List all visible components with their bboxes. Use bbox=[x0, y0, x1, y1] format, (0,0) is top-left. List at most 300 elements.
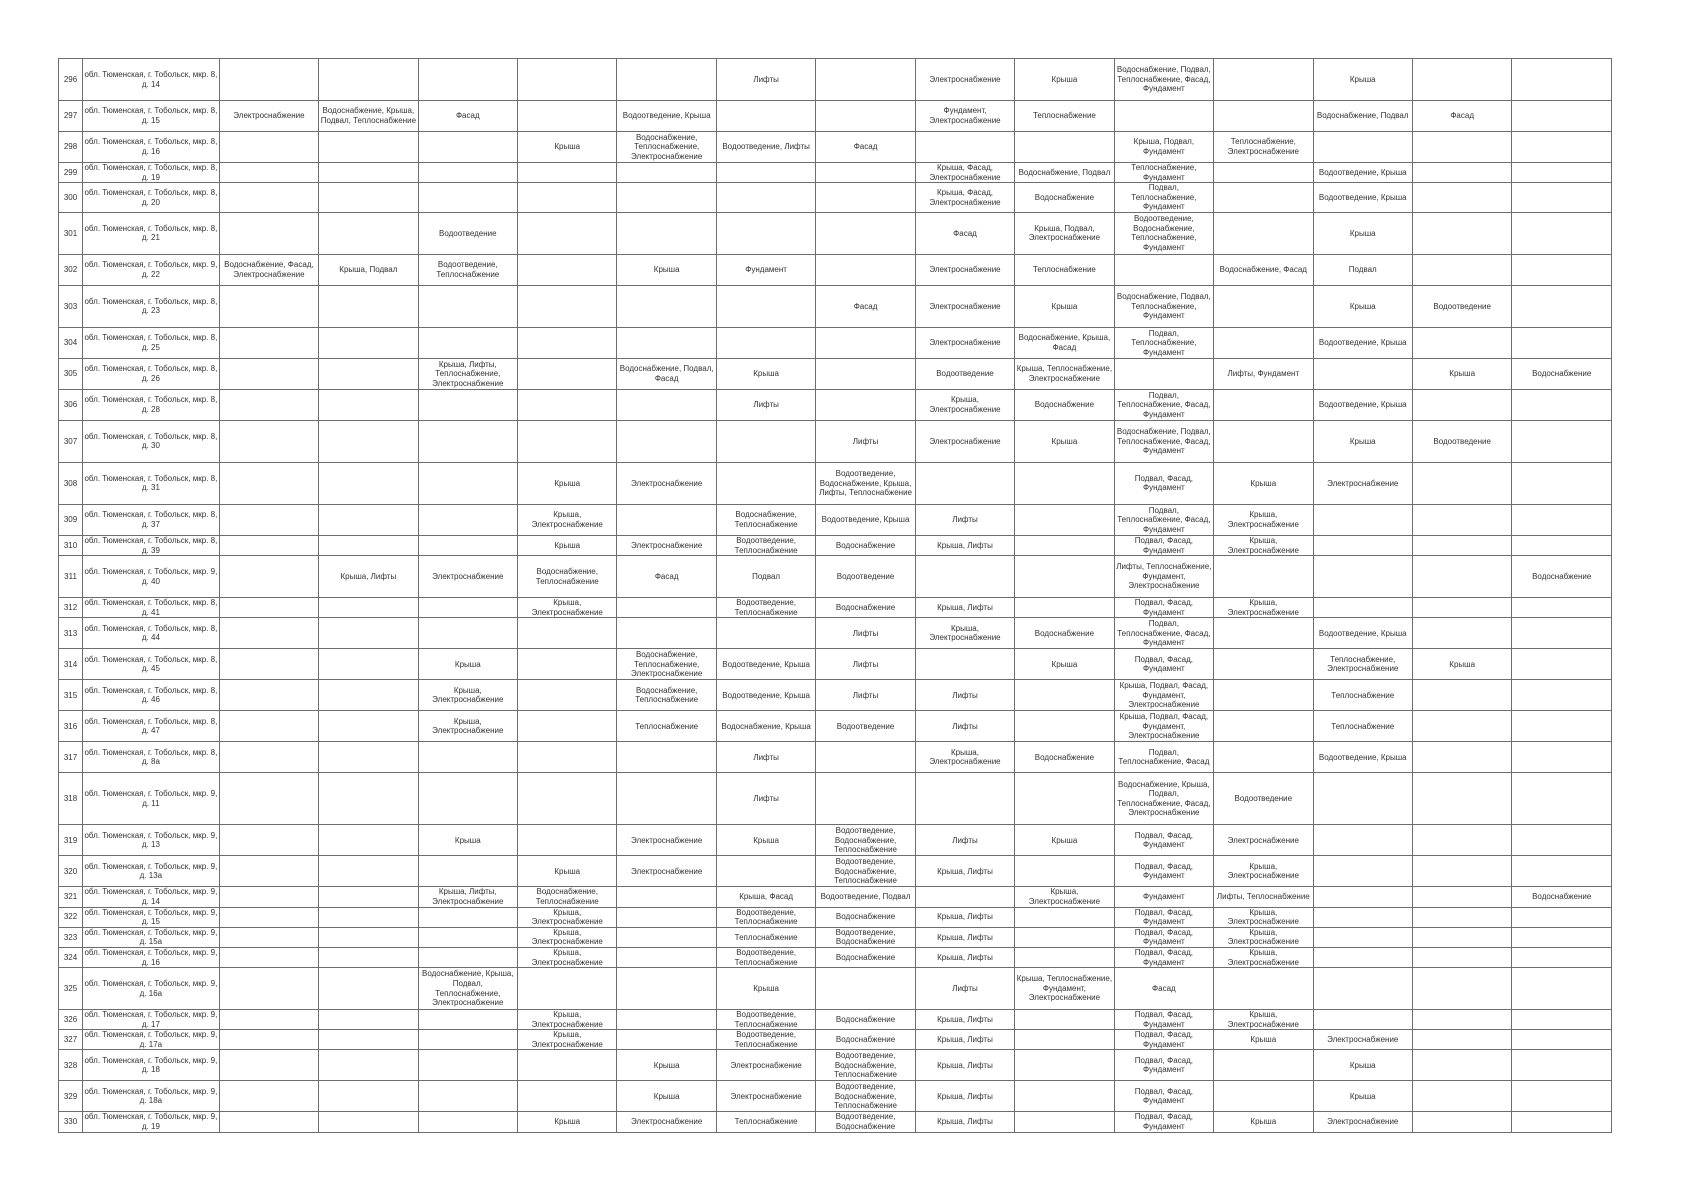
address-cell: обл. Тюменская, г. Тобольск, мкр. 8, д. 16 bbox=[83, 132, 220, 163]
work-cell bbox=[1214, 618, 1313, 649]
work-cell bbox=[518, 649, 617, 680]
row-number-cell: 300 bbox=[59, 183, 83, 213]
work-cell bbox=[1412, 1081, 1511, 1112]
work-cell: Электроснабжение bbox=[716, 1081, 815, 1112]
work-cell: Водоснабжение, Теплоснабжение bbox=[716, 504, 815, 535]
work-cell bbox=[716, 285, 815, 327]
work-cell bbox=[418, 504, 517, 535]
work-cell: Крыша bbox=[716, 968, 815, 1010]
work-cell bbox=[319, 1030, 418, 1050]
address-cell: обл. Тюменская, г. Тобольск, мкр. 9, д. 18а bbox=[83, 1081, 220, 1112]
work-cell bbox=[418, 183, 517, 213]
table-row bbox=[59, 462, 1612, 504]
work-cell bbox=[1313, 887, 1412, 907]
row-number-cell: 324 bbox=[59, 947, 83, 967]
work-cell bbox=[1512, 535, 1612, 555]
work-cell bbox=[1313, 947, 1412, 967]
work-cell bbox=[1214, 1081, 1313, 1112]
row-number-cell: 316 bbox=[59, 711, 83, 742]
work-cell bbox=[418, 773, 517, 825]
row-number-cell: 302 bbox=[59, 254, 83, 285]
work-cell bbox=[319, 1050, 418, 1081]
work-cell bbox=[518, 1050, 617, 1081]
address-cell: обл. Тюменская, г. Тобольск, мкр. 8, д. 25 bbox=[83, 327, 220, 358]
address-cell: обл. Тюменская, г. Тобольск, мкр. 8, д. 31 bbox=[83, 462, 220, 504]
work-cell: Крыша bbox=[1214, 1112, 1313, 1132]
work-cell: Водоотведение bbox=[915, 358, 1014, 389]
work-cell: Электроснабжение bbox=[1214, 825, 1313, 856]
work-cell bbox=[1313, 535, 1412, 555]
work-cell bbox=[1412, 618, 1511, 649]
work-cell bbox=[716, 163, 815, 183]
work-cell bbox=[617, 420, 716, 462]
work-cell: Водоотведение, Водоснабжение bbox=[816, 1112, 915, 1132]
work-cell bbox=[1512, 163, 1612, 183]
address-cell: обл. Тюменская, г. Тобольск, мкр. 9, д. 16 bbox=[84, 947, 218, 967]
work-cell: Крыша, Подвал, Электроснабжение bbox=[1015, 212, 1114, 254]
work-cell: Подвал, Фасад, Фундамент bbox=[1114, 825, 1213, 856]
work-cell bbox=[319, 420, 418, 462]
work-cell: Электроснабжение bbox=[915, 59, 1014, 101]
table-row bbox=[59, 927, 1612, 947]
work-cell bbox=[816, 212, 915, 254]
work-cell: Крыша bbox=[716, 358, 815, 389]
work-cell: Крыша, Лифты bbox=[915, 927, 1014, 947]
table-row bbox=[59, 59, 1612, 101]
work-cell: Электроснабжение bbox=[617, 462, 716, 504]
work-cell bbox=[219, 947, 318, 967]
work-cell bbox=[418, 59, 517, 101]
work-cell bbox=[1015, 773, 1114, 825]
work-cell bbox=[319, 285, 418, 327]
address-cell: обл. Тюменская, г. Тобольск, мкр. 8, д. 14 bbox=[83, 59, 220, 101]
work-cell bbox=[319, 927, 418, 947]
work-cell bbox=[1512, 327, 1612, 358]
work-cell bbox=[219, 556, 318, 598]
work-cell: Водоотведение, Крыша bbox=[1313, 327, 1412, 358]
row-number-cell: 299 bbox=[59, 163, 83, 183]
work-cell bbox=[1214, 1050, 1313, 1081]
work-cell bbox=[219, 183, 318, 213]
row-number-cell: 305 bbox=[59, 358, 83, 389]
work-cell bbox=[816, 101, 915, 132]
work-cell bbox=[716, 856, 815, 887]
work-cell bbox=[418, 462, 517, 504]
work-cell bbox=[319, 618, 418, 649]
work-cell: Крыша, Электроснабжение bbox=[1214, 504, 1313, 535]
work-cell: Водоотведение, Крыша bbox=[617, 101, 716, 132]
work-cell bbox=[418, 742, 517, 773]
work-cell: Электроснабжение bbox=[617, 856, 716, 887]
work-cell bbox=[1114, 101, 1213, 132]
work-cell bbox=[319, 856, 418, 887]
row-number-cell: 322 bbox=[59, 907, 83, 927]
work-cell: Водоотведение, Водоснабжение, Теплоснабжение bbox=[816, 1050, 915, 1081]
work-cell: Крыша, Лифты, Электроснабжение bbox=[418, 887, 517, 907]
work-cell bbox=[1313, 773, 1412, 825]
work-cell: Водоснабжение bbox=[816, 1010, 915, 1030]
address-cell: обл. Тюменская, г. Тобольск, мкр. 8, д. 20 bbox=[83, 183, 220, 213]
work-cell bbox=[319, 649, 418, 680]
work-cell: Водоснабжение, Крыша, Фасад bbox=[1015, 327, 1114, 358]
work-cell bbox=[319, 742, 418, 773]
work-cell bbox=[1015, 1112, 1114, 1132]
work-cell: Электроснабжение bbox=[915, 327, 1014, 358]
address-cell: обл. Тюменская, г. Тобольск, мкр. 8, д. 39 bbox=[84, 535, 218, 555]
work-cell bbox=[816, 742, 915, 773]
work-cell bbox=[617, 618, 716, 649]
work-cell bbox=[219, 358, 318, 389]
work-cell bbox=[816, 163, 915, 183]
work-cell: Крыша bbox=[1313, 1050, 1412, 1081]
work-cell: Подвал, Теплоснабжение, Фасад, Фундамент bbox=[1114, 618, 1213, 649]
work-cell bbox=[518, 420, 617, 462]
work-cell bbox=[418, 1112, 517, 1132]
work-cell bbox=[1412, 825, 1511, 856]
work-cell: Крыша, Лифты, Теплоснабжение, Электроснабжение bbox=[418, 358, 517, 389]
row-number-cell: 296 bbox=[59, 59, 83, 101]
work-cell bbox=[617, 163, 716, 183]
work-cell: Крыша bbox=[518, 856, 617, 887]
work-cell bbox=[518, 825, 617, 856]
table-row bbox=[59, 680, 1612, 711]
work-cell bbox=[1512, 711, 1612, 742]
work-cell: Крыша bbox=[1412, 358, 1511, 389]
work-cell: Фундамент bbox=[1114, 887, 1213, 907]
work-cell: Водоотведение, Крыша bbox=[816, 504, 915, 535]
work-cell: Крыша bbox=[518, 462, 617, 504]
work-cell bbox=[1412, 947, 1511, 967]
row-number-cell: 298 bbox=[59, 132, 83, 163]
work-cell bbox=[418, 327, 517, 358]
work-cell bbox=[1412, 327, 1511, 358]
work-cell: Подвал, Фасад, Фундамент bbox=[1114, 1081, 1213, 1112]
work-cell bbox=[418, 1050, 517, 1081]
work-cell bbox=[219, 462, 318, 504]
work-cell: Лифты bbox=[915, 504, 1014, 535]
work-cell: Водоотведение, Водоснабжение, Теплоснабжение bbox=[816, 825, 915, 856]
work-cell: Водоснабжение bbox=[816, 1030, 915, 1050]
work-cell: Крыша bbox=[1313, 285, 1412, 327]
work-cell bbox=[1412, 462, 1511, 504]
address-cell: обл. Тюменская, г. Тобольск, мкр. 8, д. 19 bbox=[84, 163, 218, 182]
work-cell bbox=[518, 389, 617, 420]
row-number-cell: 318 bbox=[59, 773, 83, 825]
table-body bbox=[59, 59, 1612, 1133]
work-cell bbox=[1412, 680, 1511, 711]
work-cell bbox=[1512, 1081, 1612, 1112]
work-cell bbox=[1512, 1030, 1612, 1050]
work-cell bbox=[1412, 711, 1511, 742]
work-cell bbox=[319, 711, 418, 742]
work-cell bbox=[518, 742, 617, 773]
work-cell bbox=[418, 1081, 517, 1112]
work-cell bbox=[319, 59, 418, 101]
work-cell bbox=[1313, 825, 1412, 856]
work-cell bbox=[219, 825, 318, 856]
work-cell bbox=[319, 358, 418, 389]
work-cell bbox=[1313, 927, 1412, 947]
row-number-cell: 315 bbox=[59, 680, 83, 711]
table-row bbox=[59, 358, 1612, 389]
work-cell: Водоотведение, Водоснабжение bbox=[816, 927, 915, 947]
work-cell bbox=[1313, 856, 1412, 887]
work-cell: Крыша, Подвал, Фасад, Фундамент, Электроснабжение bbox=[1114, 680, 1213, 711]
work-cell bbox=[418, 947, 517, 967]
row-number-cell: 311 bbox=[59, 556, 83, 598]
work-cell: Водоснабжение, Крыша, Подвал, Теплоснабжение bbox=[319, 101, 418, 132]
work-cell bbox=[1512, 947, 1612, 967]
work-cell bbox=[716, 101, 815, 132]
work-cell: Электроснабжение bbox=[716, 1050, 815, 1081]
row-number-cell: 326 bbox=[59, 1010, 83, 1030]
work-cell bbox=[219, 887, 318, 907]
work-cell bbox=[1512, 504, 1612, 535]
row-number-cell: 321 bbox=[59, 887, 83, 907]
work-cell: Водоотведение bbox=[816, 556, 915, 598]
work-cell bbox=[418, 285, 517, 327]
work-cell bbox=[1412, 968, 1511, 1010]
work-cell bbox=[1512, 285, 1612, 327]
work-cell: Крыша bbox=[1313, 1081, 1412, 1112]
work-cell: Крыша, Электроснабжение bbox=[1214, 598, 1313, 618]
work-cell: Фасад bbox=[617, 556, 716, 598]
work-cell bbox=[319, 535, 418, 555]
work-cell bbox=[1015, 680, 1114, 711]
work-cell bbox=[219, 420, 318, 462]
work-cell: Фасад bbox=[816, 132, 915, 163]
work-cell bbox=[1114, 254, 1213, 285]
work-cell: Лифты bbox=[716, 742, 815, 773]
work-cell bbox=[1412, 389, 1511, 420]
work-cell: Теплоснабжение bbox=[716, 1112, 815, 1132]
work-cell bbox=[1313, 504, 1412, 535]
table-row bbox=[59, 968, 1612, 1010]
work-cell bbox=[915, 887, 1014, 907]
row-number-cell: 320 bbox=[59, 856, 83, 887]
work-cell bbox=[219, 711, 318, 742]
work-cell: Подвал, Фасад, Фундамент bbox=[1114, 947, 1213, 967]
work-cell bbox=[816, 327, 915, 358]
work-cell bbox=[319, 212, 418, 254]
work-cell bbox=[1512, 598, 1612, 618]
work-cell bbox=[1512, 680, 1612, 711]
row-number-cell: 307 bbox=[59, 420, 83, 462]
work-cell: Крыша, Электроснабжение bbox=[1214, 947, 1313, 967]
work-cell: Крыша, Фасад bbox=[716, 887, 815, 907]
work-cell: Крыша bbox=[1214, 1030, 1313, 1050]
work-cell bbox=[319, 183, 418, 213]
address-cell: обл. Тюменская, г. Тобольск, мкр. 8, д. 44 bbox=[83, 618, 220, 649]
work-cell bbox=[1412, 59, 1511, 101]
work-cell: Электроснабжение bbox=[1313, 1112, 1412, 1132]
work-cell bbox=[617, 327, 716, 358]
work-cell bbox=[816, 254, 915, 285]
table-row bbox=[59, 285, 1612, 327]
work-cell bbox=[518, 285, 617, 327]
table-row bbox=[59, 504, 1612, 535]
work-cell bbox=[319, 598, 418, 618]
work-cell: Подвал, Фасад, Фундамент bbox=[1114, 907, 1213, 927]
work-cell bbox=[219, 598, 318, 618]
work-cell: Водоснабжение, Подвал, Теплоснабжение, Фасад, Фундамент bbox=[1114, 420, 1213, 462]
work-cell bbox=[219, 59, 318, 101]
work-cell bbox=[518, 254, 617, 285]
work-cell: Крыша, Теплоснабжение, Электроснабжение bbox=[1015, 358, 1114, 389]
work-cell: Теплоснабжение bbox=[1313, 711, 1412, 742]
work-cell bbox=[518, 711, 617, 742]
table-row bbox=[59, 825, 1612, 856]
table-row bbox=[59, 389, 1612, 420]
work-cell bbox=[617, 1030, 716, 1050]
work-cell: Водоотведение, Крыша bbox=[716, 680, 815, 711]
row-number-cell: 310 bbox=[59, 535, 83, 555]
work-cell bbox=[319, 968, 418, 1010]
work-cell bbox=[518, 327, 617, 358]
work-cell bbox=[1412, 556, 1511, 598]
work-cell: Фасад bbox=[1114, 968, 1213, 1010]
address-cell: обл. Тюменская, г. Тобольск, мкр. 8, д. 8а bbox=[83, 742, 220, 773]
work-cell bbox=[1214, 742, 1313, 773]
work-cell: Водоснабжение, Крыша, Подвал, Теплоснабжение, Фасад, Электроснабжение bbox=[1114, 773, 1213, 825]
work-cell: Крыша bbox=[1015, 825, 1114, 856]
work-cell bbox=[319, 907, 418, 927]
work-cell bbox=[617, 947, 716, 967]
work-cell bbox=[617, 183, 716, 213]
work-cell: Водоотведение, Теплоснабжение bbox=[716, 598, 815, 618]
work-cell bbox=[1214, 327, 1313, 358]
work-cell: Водоснабжение bbox=[816, 947, 915, 967]
work-cell bbox=[1412, 1030, 1511, 1050]
work-cell: Водоснабжение bbox=[816, 535, 915, 555]
work-cell: Крыша, Электроснабжение bbox=[518, 947, 617, 967]
table-row bbox=[59, 856, 1612, 887]
work-cell bbox=[319, 462, 418, 504]
work-cell bbox=[518, 773, 617, 825]
work-cell bbox=[617, 59, 716, 101]
work-cell: Крыша, Лифты bbox=[319, 556, 418, 598]
work-cell bbox=[319, 504, 418, 535]
work-cell: Водоотведение bbox=[1412, 420, 1511, 462]
work-cell bbox=[1015, 556, 1114, 598]
work-cell: Фасад bbox=[915, 212, 1014, 254]
address-cell: обл. Тюменская, г. Тобольск, мкр. 8, д. 23 bbox=[83, 285, 220, 327]
row-number-cell: 314 bbox=[59, 649, 83, 680]
work-cell bbox=[915, 132, 1014, 163]
work-cell bbox=[1412, 535, 1511, 555]
row-number-cell: 312 bbox=[59, 598, 83, 618]
work-cell bbox=[518, 163, 617, 183]
work-cell: Водоснабжение, Подвал, Теплоснабжение, Фундамент bbox=[1114, 285, 1213, 327]
work-cell: Крыша bbox=[1015, 285, 1114, 327]
work-cell bbox=[1412, 504, 1511, 535]
work-cell bbox=[1412, 1010, 1511, 1030]
work-cell bbox=[319, 947, 418, 967]
work-cell bbox=[1214, 556, 1313, 598]
work-cell: Крыша, Электроснабжение bbox=[1214, 535, 1313, 555]
work-cell bbox=[518, 183, 617, 213]
work-cell: Крыша, Электроснабжение bbox=[418, 711, 517, 742]
table-row bbox=[59, 212, 1612, 254]
work-cell: Лифты bbox=[716, 773, 815, 825]
table-row bbox=[59, 163, 1612, 183]
work-cell bbox=[816, 183, 915, 213]
work-cell: Подвал, Фасад, Фундамент bbox=[1114, 927, 1213, 947]
work-cell: Крыша bbox=[1015, 59, 1114, 101]
work-cell: Лифты, Теплоснабжение bbox=[1214, 887, 1313, 907]
work-cell: Водоотведение, Водоснабжение, Теплоснабжение bbox=[816, 1081, 915, 1112]
address-cell: обл. Тюменская, г. Тобольск, мкр. 8, д. 26 bbox=[83, 358, 220, 389]
work-cell: Подвал, Фасад, Фундамент bbox=[1114, 1010, 1213, 1030]
work-cell bbox=[1214, 680, 1313, 711]
work-cell bbox=[319, 680, 418, 711]
work-cell bbox=[1512, 927, 1612, 947]
work-cell: Водоснабжение bbox=[1512, 556, 1612, 598]
work-cell bbox=[219, 680, 318, 711]
work-cell bbox=[518, 1081, 617, 1112]
work-cell: Водоснабжение, Подвал, Фасад bbox=[617, 358, 716, 389]
work-cell bbox=[1015, 1010, 1114, 1030]
work-cell bbox=[518, 968, 617, 1010]
work-cell bbox=[1313, 598, 1412, 618]
work-cell bbox=[1214, 420, 1313, 462]
row-number-cell: 297 bbox=[59, 101, 83, 132]
table-row bbox=[59, 132, 1612, 163]
work-cell bbox=[1512, 773, 1612, 825]
table-row bbox=[59, 101, 1612, 132]
work-cell bbox=[219, 742, 318, 773]
work-cell: Крыша, Электроснабжение bbox=[518, 927, 617, 947]
work-cell: Крыша bbox=[1313, 212, 1412, 254]
work-cell bbox=[219, 1112, 318, 1132]
work-cell: Подвал, Фасад, Фундамент bbox=[1114, 535, 1213, 555]
work-cell bbox=[319, 1081, 418, 1112]
work-cell bbox=[1512, 183, 1612, 213]
table-row bbox=[59, 1050, 1612, 1081]
table-row bbox=[59, 907, 1612, 927]
work-cell: Фундамент bbox=[716, 254, 815, 285]
work-cell bbox=[418, 927, 517, 947]
work-cell: Теплоснабжение bbox=[1313, 680, 1412, 711]
work-cell: Подвал, Теплоснабжение, Фундамент bbox=[1114, 327, 1213, 358]
table-row bbox=[59, 598, 1612, 618]
work-cell: Водоснабжение, Подвал bbox=[1313, 101, 1412, 132]
work-cell: Крыша, Подвал, Фасад, Фундамент, Электроснабжение bbox=[1114, 711, 1213, 742]
work-cell: Водоотведение, Теплоснабжение bbox=[716, 1030, 815, 1050]
work-cell: Водоснабжение, Теплоснабжение, Электроснабжение bbox=[617, 649, 716, 680]
work-cell bbox=[219, 927, 318, 947]
work-cell: Крыша, Электроснабжение bbox=[1214, 927, 1313, 947]
work-cell bbox=[1412, 1112, 1511, 1132]
work-cell bbox=[1412, 773, 1511, 825]
work-cell: Крыша, Фасад, Электроснабжение bbox=[915, 183, 1014, 213]
work-cell bbox=[1313, 968, 1412, 1010]
work-cell bbox=[1512, 1010, 1612, 1030]
work-cell: Крыша bbox=[1015, 420, 1114, 462]
work-cell: Подвал, Фасад, Фундамент bbox=[1114, 1050, 1213, 1081]
work-cell: Крыша, Лифты bbox=[915, 947, 1014, 967]
work-cell bbox=[1015, 462, 1114, 504]
work-cell bbox=[816, 59, 915, 101]
work-cell bbox=[418, 389, 517, 420]
work-cell: Лифты bbox=[816, 680, 915, 711]
work-cell bbox=[319, 1112, 418, 1132]
work-cell bbox=[319, 773, 418, 825]
work-cell bbox=[1512, 462, 1612, 504]
work-cell bbox=[1512, 1112, 1612, 1132]
work-cell: Подвал, Фасад, Фундамент bbox=[1114, 1112, 1213, 1132]
work-cell bbox=[1412, 887, 1511, 907]
